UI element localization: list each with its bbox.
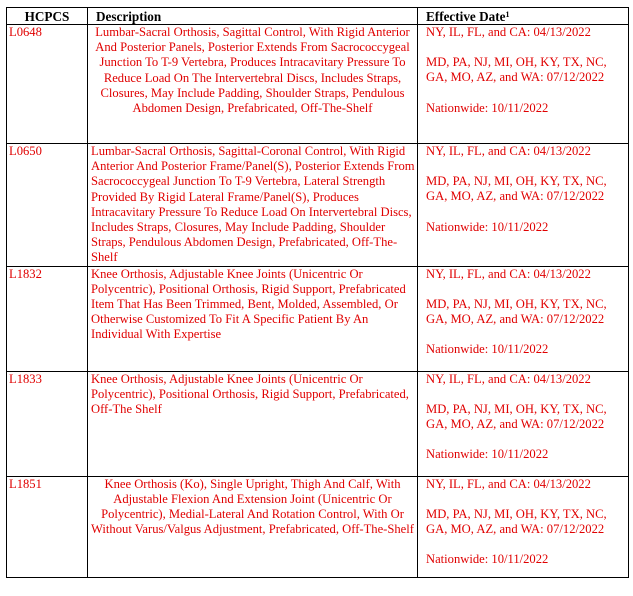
hcpcs-code-cell	[7, 476, 88, 577]
header-description-label: Description	[96, 9, 162, 24]
hcpcs-code: L0650	[9, 144, 42, 158]
hcpcs-code-cell	[7, 266, 88, 371]
table-row	[7, 371, 629, 476]
hcpcs-code-cell	[7, 371, 88, 476]
hcpcs-code-cell	[7, 144, 88, 267]
header-row	[7, 8, 629, 25]
effective-date-phase-1: NY, IL, FL, and CA: 04/13/2022	[426, 371, 591, 386]
effective-date-nationwide: Nationwide: 10/11/2022	[426, 219, 549, 234]
header-hcpcs-label: HCPCS	[24, 9, 70, 24]
hcpcs-code: L1851	[9, 476, 42, 491]
hcpcs-code: L1833	[9, 371, 42, 386]
header-description	[88, 8, 418, 25]
effective-date-nationwide: Nationwide: 10/11/2022	[426, 552, 549, 567]
effective-date-nationwide: Nationwide: 10/11/2022	[426, 342, 549, 357]
description-cell	[88, 476, 418, 577]
header-hcpcs	[7, 8, 88, 25]
effective-date-phase-2: MD, PA, NJ, MI, OH, KY, TX, NC, GA, MO, AZ, and WA: 07/12/2022	[426, 401, 607, 432]
effective-date-cell	[418, 476, 629, 577]
description-text: Knee Orthosis (Ko), Single Upright, Thigh And Calf, With Adjustable Flexion And Extension Joint (Unicentric Or Polycentric), Medial-Lateral And Rotation Control, With Or Without Varus/Valgus Adjustment, Prefabricated, Off-The-Shelf	[91, 476, 414, 537]
effective-date-phase-2: MD, PA, NJ, MI, OH, KY, TX, NC, GA, MO, AZ, and WA: 07/12/2022	[426, 296, 607, 327]
effective-date-phase-2: MD, PA, NJ, MI, OH, KY, TX, NC, GA, MO, AZ, and WA: 07/12/2022	[426, 55, 607, 85]
effective-date-nationwide: Nationwide: 10/11/2022	[426, 100, 549, 115]
effective-date-phase-1: NY, IL, FL, and CA: 04/13/2022	[426, 144, 591, 158]
header-effective-date	[418, 8, 629, 25]
footnote-marker: 1	[505, 10, 510, 19]
description-text: Knee Orthosis, Adjustable Knee Joints (Unicentric Or Polycentric), Positional Orthosis, Rigid Support, Prefabricated, Off-The Shelf	[91, 371, 409, 417]
effective-date-cell	[418, 266, 629, 371]
description-text: Lumbar-Sacral Orthosis, Sagittal Control, With Rigid Anterior And Posterior Panels, Posterior Extends From Sacrococcygeal Junction To T-9 Vertebra, Produces Intracavitary Pressure To Reduce Load On The Intervertebral Discs, Includes Straps, Closures, May Include Padding, Shoulder Straps, Pendulous Abdomen Design, Prefabricated, Off-The-Shelf	[95, 25, 410, 116]
description-cell	[88, 371, 418, 476]
table-row	[7, 144, 629, 267]
effective-date-phase-1: NY, IL, FL, and CA: 04/13/2022	[426, 476, 591, 491]
table-row	[7, 476, 629, 577]
effective-date-phase-1: NY, IL, FL, and CA: 04/13/2022	[426, 25, 591, 39]
effective-date-cell	[418, 25, 629, 144]
hcpcs-code: L0648	[9, 25, 42, 39]
effective-date-phase-2: MD, PA, NJ, MI, OH, KY, TX, NC, GA, MO, AZ, and WA: 07/12/2022	[426, 506, 607, 537]
table-row	[7, 266, 629, 371]
description-text: Lumbar-Sacral Orthosis, Sagittal-Coronal Control, With Rigid Anterior And Posterior Frame/Panel(S), Posterior Extends From Sacrococcygeal Junction To T-9 Vertebra, Lateral Strength Provided By Rigid Lateral Frame/Panel(S), Produces Intracavitary Pressure To Reduce Load On Intervertebral Discs, Includes Straps, Closures, May Include Padding, Shoulder Straps, Pendulous Abdomen Design, Prefabricated, Off-The-Shelf	[91, 144, 415, 265]
description-cell	[88, 144, 418, 267]
effective-date-cell	[418, 371, 629, 476]
hcpcs-table	[6, 7, 629, 578]
effective-date-nationwide: Nationwide: 10/11/2022	[426, 447, 549, 462]
description-text: Knee Orthosis, Adjustable Knee Joints (Unicentric Or Polycentric), Positional Orthosis, Rigid Support, Prefabricated Item That Has Been Trimmed, Bent, Molded, Assembled, Or Otherwise Customized To Fit A Specific Patient By An Individual With Expertise	[91, 266, 406, 342]
table-row	[7, 25, 629, 144]
page	[6, 7, 629, 578]
header-effective-date-label: Effective Date	[426, 9, 506, 24]
hcpcs-code: L1832	[9, 266, 42, 281]
hcpcs-code-cell	[7, 25, 88, 144]
description-cell	[88, 266, 418, 371]
effective-date-phase-2: MD, PA, NJ, MI, OH, KY, TX, NC, GA, MO, AZ, and WA: 07/12/2022	[426, 174, 607, 204]
effective-date-cell	[418, 144, 629, 267]
description-cell	[88, 25, 418, 144]
effective-date-phase-1: NY, IL, FL, and CA: 04/13/2022	[426, 266, 591, 281]
